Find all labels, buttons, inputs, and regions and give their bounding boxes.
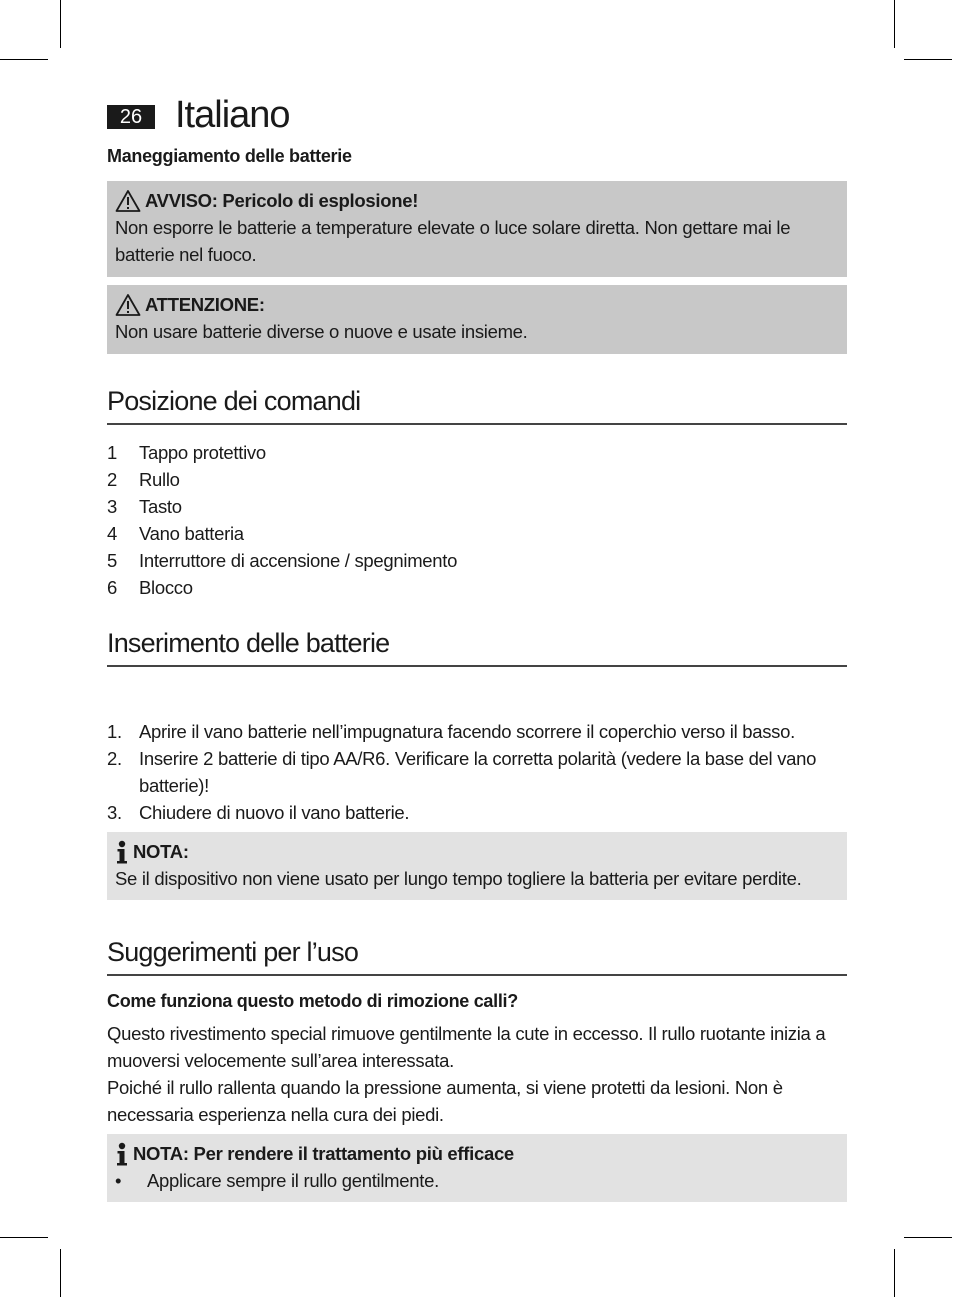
warning-triangle-icon: [115, 293, 141, 317]
usage-paragraph-2: Poiché il rullo rallenta quando la pressione aumenta, si viene protetti da lesioni. Non è necessaria esperienza nella cura dei piedi.: [107, 1077, 783, 1125]
page-title: Italiano: [175, 94, 290, 136]
caution-title: ATTENZIONE:: [145, 294, 265, 315]
note-box: [107, 832, 847, 900]
list-item: 2. Inserire 2 batterie di tipo AA/R6. Verificare la corretta polarità (vedere la base del vano batterie)!: [107, 748, 817, 796]
tip-bullet-text: Applicare sempre il rullo gentilmente.: [147, 1170, 439, 1191]
usage-tips-heading: Suggerimenti per l’uso: [107, 937, 359, 967]
crop-mark: [60, 1249, 61, 1297]
warning-triangle-icon: [115, 189, 141, 213]
warning-title: AVVISO: Pericolo di esplosione!: [145, 190, 419, 211]
usage-tips-section-header: [107, 937, 847, 976]
page-header: [107, 96, 847, 140]
insert-batteries-heading: Inserimento delle batterie: [107, 628, 390, 658]
tip-note-title-row: [115, 1140, 839, 1167]
crop-mark: [904, 1237, 952, 1238]
insert-steps-list: [107, 718, 847, 826]
crop-mark: [0, 59, 48, 60]
controls-section-header: [107, 386, 847, 425]
note-text: Se il dispositivo non viene usato per lungo tempo togliere la batteria per evitare perdite.: [115, 868, 802, 889]
tip-note-title: NOTA: Per rendere il trattamento più efficace: [133, 1143, 514, 1164]
crop-mark: [894, 1249, 895, 1297]
list-item: 2 Rullo: [107, 469, 180, 490]
info-icon: [115, 840, 129, 864]
list-item: 6 Blocco: [107, 577, 193, 598]
note-title: NOTA:: [133, 841, 189, 862]
caution-title-row: [115, 291, 839, 318]
crop-mark: [904, 59, 952, 60]
warning-title-row: [115, 187, 839, 214]
controls-list: [107, 439, 847, 601]
crop-mark: [60, 0, 61, 48]
controls-heading: Posizione dei comandi: [107, 386, 361, 416]
tip-note-box: [107, 1134, 847, 1202]
list-item: 4 Vano batteria: [107, 523, 244, 544]
crop-mark: [894, 0, 895, 48]
list-item: 3 Tasto: [107, 496, 182, 517]
note-title-row: [115, 838, 839, 865]
tip-bullet-item: [115, 1167, 839, 1194]
battery-handling-heading: Maneggiamento delle batterie: [107, 146, 352, 166]
usage-tips-subheading: Come funziona questo metodo di rimozione calli?: [107, 991, 518, 1011]
crop-mark: [0, 1237, 48, 1238]
bullet: •: [115, 1170, 122, 1191]
warning-box: [107, 181, 847, 277]
page-number: 26: [107, 105, 155, 129]
warning-text: Non esporre le batterie a temperature elevate o luce solare diretta. Non gettare mai le batterie nel fuoco.: [115, 217, 791, 265]
list-item: 1. Aprire il vano batterie nell’impugnatura facendo scorrere il coperchio verso il basso.: [107, 721, 795, 742]
caution-box: [107, 285, 847, 354]
insert-batteries-section-header: [107, 628, 847, 667]
list-item: 5 Interruttore di accensione / spegnimento: [107, 550, 458, 571]
list-item: 1 Tappo protettivo: [107, 442, 266, 463]
list-item: 3. Chiudere di nuovo il vano batterie.: [107, 802, 410, 823]
usage-paragraph-1: Questo rivestimento special rimuove gentilmente la cute in eccesso. Il rullo ruotante inizia a muoversi velocemente sull’area interessata.: [107, 1023, 826, 1071]
info-icon: [115, 1142, 129, 1166]
caution-text: Non usare batterie diverse o nuove e usate insieme.: [115, 321, 528, 342]
